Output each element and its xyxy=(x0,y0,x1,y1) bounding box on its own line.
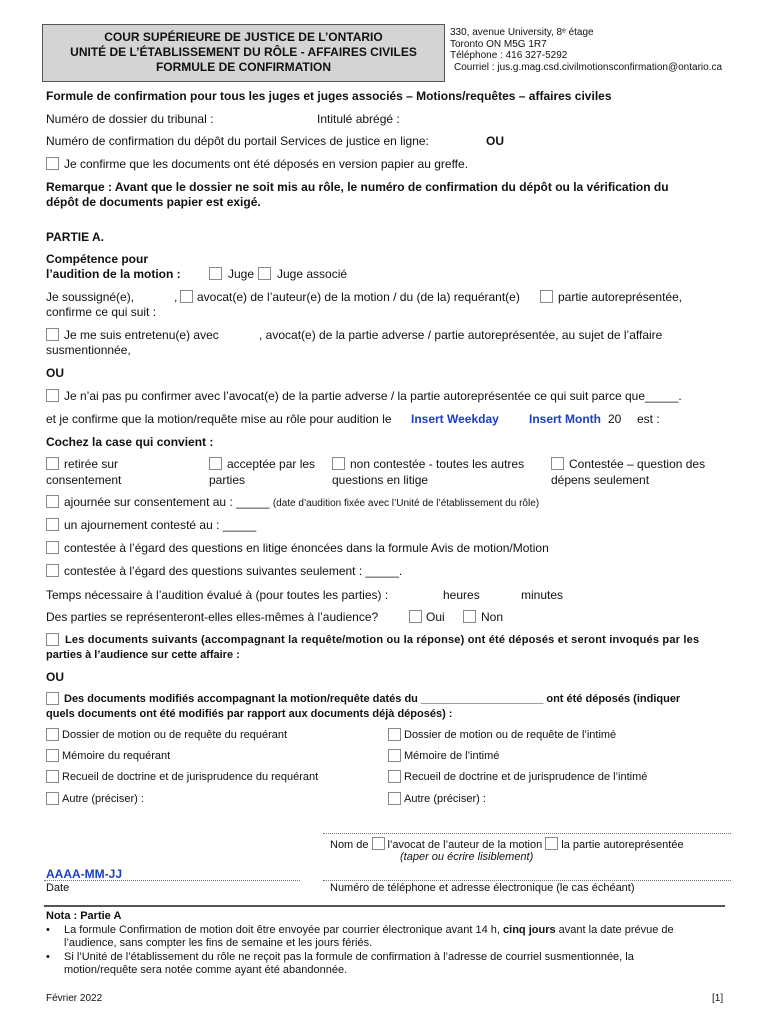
applicant-authorities-label: Recueil de doctrine et de jurisprudence du requérant xyxy=(62,771,319,783)
court-file-label: Numéro de dossier du tribunal : xyxy=(46,112,214,126)
applicant-record-label: Dossier de motion ou de requête du requérant xyxy=(62,729,288,741)
note-bullet-1-dot: • xyxy=(46,924,50,936)
paper-filing-label: Je confirme que les documents ont été déposés en version papier au greffe. xyxy=(64,157,469,171)
contested-costs-label-2: dépens seulement xyxy=(551,473,650,487)
met-with-label: Je me suis entretenu(e) avec xyxy=(64,328,219,342)
accepted-checkbox[interactable] xyxy=(209,457,222,470)
self-represent-question: Des parties se représenteront-elles elles-mêmes à l’audience? xyxy=(46,610,379,624)
above-mentioned-label: susmentionnée, xyxy=(46,343,131,357)
applicant-record-checkbox[interactable] xyxy=(46,728,59,741)
adjourned-consent-text: ajournée sur consentement au : _____ xyxy=(64,495,270,509)
accepted-label-1: acceptée par les xyxy=(227,457,316,471)
respondent-factum-checkbox[interactable] xyxy=(388,749,401,762)
portal-confirmation-label: Numéro de confirmation du dépôt du portail Services de justice en ligne: xyxy=(46,134,429,148)
contested-following-checkbox[interactable] xyxy=(46,564,59,577)
undersigned-comma: , xyxy=(174,290,178,304)
address-phone: Téléphone : 416 327-5292 xyxy=(450,50,568,61)
respondent-other-checkbox[interactable] xyxy=(388,792,401,805)
docs-modified-checkbox[interactable] xyxy=(46,692,59,705)
short-title-label: Intitulé abrégé : xyxy=(317,112,400,126)
mover-lawyer-label: avocat(e) de l’auteur(e) de la motion / du (de la) requérant(e) xyxy=(197,290,520,304)
self-rep-party-label: la partie autoreprésentée xyxy=(561,839,684,851)
contested-adjournment-checkbox[interactable] xyxy=(46,518,59,531)
lawyer-of-mover-label: l’avocat de l’auteur de la motion xyxy=(387,839,543,851)
docs-modified-label-1: Des documents modifiés accompagnant la motion/requête datés du ____________________ ont été déposés (indiquer xyxy=(64,693,681,705)
or-label-2: OU xyxy=(46,366,64,380)
phone-email-label: Numéro de téléphone et adresse électronique (le cas échéant) xyxy=(330,882,635,894)
uncontested-label-1: non contestée - toutes les autres xyxy=(350,457,525,471)
contested-issues-label: contestée à l’égard des questions en litige énoncées dans la formule Avis de motion/Motion xyxy=(64,541,549,555)
applicant-factum-checkbox[interactable] xyxy=(46,749,59,762)
year-prefix: 20 xyxy=(608,412,622,426)
respondent-other-label: Autre (préciser) : xyxy=(404,793,486,805)
docs-modified-label-2: quels documents ont été modifiés par rapport aux documents déjà déposés) : xyxy=(46,708,453,720)
associate-judge-label: Juge associé xyxy=(277,267,348,281)
address-email: Courriel : jus.g.mag.csd.civilmotionsconfirmation@ontario.ca xyxy=(454,61,723,73)
remark-line2: dépôt de documents papier est exigé. xyxy=(46,195,261,209)
address-street: 330, avenue University, 8ᵉ étage xyxy=(450,27,594,38)
name-of-row xyxy=(330,837,684,851)
self-represented-checkbox[interactable] xyxy=(540,290,553,303)
undersigned-label: Je soussigné(e), xyxy=(46,290,135,304)
note-bullet-1-pre: La formule Confirmation de motion doit être envoyée par courrier électronique avant 14 h, xyxy=(64,924,500,936)
address-city: Toronto ON M5G 1R7 xyxy=(450,38,547,50)
judge-checkbox[interactable] xyxy=(209,267,222,280)
date-value-field[interactable]: AAAA-MM-JJ xyxy=(46,867,122,881)
docs-following-label-1: Les documents suivants (accompagnant la requête/motion ou la réponse) ont été déposés et seront invoqués par les xyxy=(65,634,700,646)
respondent-authorities-label: Recueil de doctrine et de jurisprudence de l’intimé xyxy=(404,771,648,783)
phone-email-line xyxy=(323,880,731,881)
judge-label: Juge xyxy=(228,267,255,281)
form-title: FORMULE DE CONFIRMATION xyxy=(155,60,332,74)
mover-lawyer-checkbox[interactable] xyxy=(180,290,193,303)
date-line xyxy=(44,880,300,881)
hearing-date-label: et je confirme que la motion/requête mise au rôle pour audition le xyxy=(46,412,392,426)
unable-confirm-checkbox[interactable] xyxy=(46,389,59,402)
respondent-factum-label: Mémoire de l’intimé xyxy=(404,750,500,762)
accepted-label-2: parties xyxy=(209,473,246,487)
note-bullet-2-line2: motion/requête sera notée comme ayant été abandonnée. xyxy=(64,964,348,976)
met-with-checkbox[interactable] xyxy=(46,328,59,341)
respondent-authorities-checkbox[interactable] xyxy=(388,770,401,783)
check-box-heading: Cochez la case qui convient : xyxy=(46,435,214,449)
confirm-follows-label: confirme ce qui suit : xyxy=(46,305,157,319)
remark-line1: Remarque : Avant que le dossier ne soit mis au rôle, le numéro de confirmation du dépôt ou la vérification du xyxy=(46,180,669,194)
or-label: OU xyxy=(486,134,504,148)
yes-checkbox[interactable] xyxy=(409,610,422,623)
adjourned-consent-label xyxy=(64,495,539,509)
office-address xyxy=(450,27,722,73)
yes-label: Oui xyxy=(426,610,445,624)
contested-following-label: contestée à l’égard des questions suivantes seulement : _____. xyxy=(64,564,403,578)
note-bullet-1-line1 xyxy=(64,924,674,937)
contested-adjournment-label: un ajournement contesté au : _____ xyxy=(64,518,257,532)
withdrawn-label-2: consentement xyxy=(46,473,122,487)
footer-date: Février 2022 xyxy=(46,993,103,1004)
self-represented-label: partie autoreprésentée, xyxy=(558,290,683,304)
competence-label-2: l’audition de la motion : xyxy=(46,267,181,281)
part-a-heading: PARTIE A. xyxy=(46,230,105,244)
applicant-other-label: Autre (préciser) : xyxy=(62,793,144,805)
note-bullet-1-line2: l’audience, sans compter les fins de semaine et les jours fériés. xyxy=(64,937,373,949)
met-with-rest: , avocat(e) de la partie adverse / partie autoreprésentée, au sujet de l’affaire xyxy=(259,328,663,342)
lawyer-of-mover-checkbox[interactable] xyxy=(372,837,385,850)
contested-issues-checkbox[interactable] xyxy=(46,541,59,554)
page-number: [1] xyxy=(712,993,724,1004)
no-label: Non xyxy=(481,610,504,624)
name-of-label: Nom de xyxy=(330,839,369,851)
adjourned-consent-checkbox[interactable] xyxy=(46,495,59,508)
contested-costs-checkbox[interactable] xyxy=(551,457,564,470)
contested-costs-label-1: Contestée – question des xyxy=(569,457,706,471)
uncontested-checkbox[interactable] xyxy=(332,457,345,470)
unable-confirm-label: Je n’ai pas pu confirmer avec l’avocat(e) de la partie adverse / la partie autoreprésentée ce qui suit parce que_____. xyxy=(64,389,682,403)
self-rep-party-checkbox[interactable] xyxy=(545,837,558,850)
applicant-factum-label: Mémoire du requérant xyxy=(62,750,171,762)
form-header-box xyxy=(42,24,445,82)
respondent-record-label: Dossier de motion ou de requête de l’intimé xyxy=(404,729,617,741)
notes-divider xyxy=(44,905,725,907)
est-label: est : xyxy=(637,412,660,426)
paper-filing-checkbox[interactable] xyxy=(46,157,59,170)
note-bullet-1-post: avant la date prévue de xyxy=(558,924,674,936)
docs-following-label-2: parties à l’audience sur cette affaire : xyxy=(46,649,240,661)
month-field[interactable]: Insert Month xyxy=(529,412,601,426)
notes-title: Nota : Partie A xyxy=(46,910,122,922)
note-bullet-1-bold: cinq jours xyxy=(503,924,556,936)
hours-label: heures xyxy=(443,588,480,602)
no-checkbox[interactable] xyxy=(463,610,476,623)
associate-judge-checkbox[interactable] xyxy=(258,267,271,280)
withdrawn-label-1: retirée sur xyxy=(64,457,119,471)
respondent-record-checkbox[interactable] xyxy=(388,728,401,741)
docs-following-checkbox[interactable] xyxy=(46,633,59,646)
time-needed-label: Temps nécessaire à l’audition évalué à (pour toutes les parties) : xyxy=(46,588,389,602)
form-subtitle: Formule de confirmation pour tous les juges et juges associés – Motions/requêtes – affaires civiles xyxy=(46,89,612,103)
applicant-other-checkbox[interactable] xyxy=(46,792,59,805)
withdrawn-checkbox[interactable] xyxy=(46,457,59,470)
weekday-field[interactable]: Insert Weekday xyxy=(411,412,499,426)
name-signature-line xyxy=(323,833,731,834)
date-label: Date xyxy=(46,882,70,894)
type-or-print-note: (taper ou écrire lisiblement) xyxy=(400,851,534,863)
note-bullet-2-line1: Si l’Unité de l’établissement du rôle ne reçoit pas la formule de confirmation à l’adresse de courriel susmentionnée, la xyxy=(64,951,634,963)
uncontested-label-2: questions en litige xyxy=(332,473,429,487)
applicant-authorities-checkbox[interactable] xyxy=(46,770,59,783)
note-bullet-2-dot: • xyxy=(46,951,50,963)
unit-name: UNITÉ DE L’ÉTABLISSEMENT DU RÔLE - AFFAIRES CIVILES xyxy=(70,45,417,59)
minutes-label: minutes xyxy=(521,588,564,602)
adjourned-consent-note: (date d’audition fixée avec l’Unité de l’établissement du rôle) xyxy=(272,498,540,509)
competence-label-1: Compétence pour xyxy=(46,252,149,266)
or-label-3: OU xyxy=(46,670,64,684)
court-name: COUR SUPÉRIEURE DE JUSTICE DE L’ONTARIO xyxy=(104,30,383,44)
